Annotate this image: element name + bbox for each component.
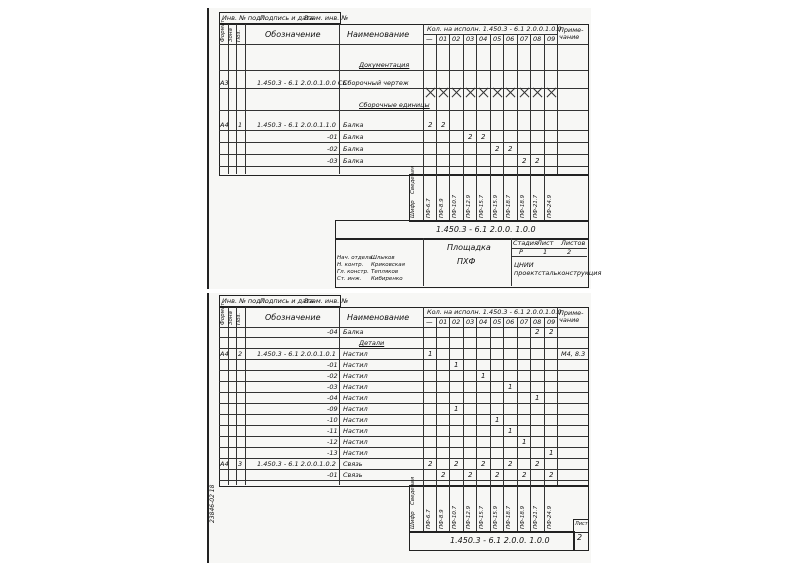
qty-cell: 2 (522, 471, 527, 479)
row-name: Балка (343, 133, 364, 141)
variant-header: 04 (479, 35, 488, 43)
qty-cell: 2 (428, 460, 433, 468)
weight-label: Сведения (410, 165, 416, 194)
row-format: А4 (220, 460, 229, 468)
qty-cell: 2 (549, 328, 554, 336)
stamp-inv: Инв. № подл. (222, 297, 267, 305)
variant-header: 09 (547, 35, 556, 43)
variant-header: 08 (533, 318, 542, 326)
qty-cell: 2 (468, 133, 473, 141)
qty-cell: 1 (495, 416, 500, 424)
row-name: Балка (343, 157, 364, 165)
qty-cell: 1 (481, 372, 486, 380)
row-name: Настил (343, 361, 368, 369)
specification-sheet-1 (207, 8, 602, 289)
qty-cell: 2 (428, 121, 433, 129)
col-note-header: Приме-чание (559, 309, 584, 324)
sheet-title: Площадка (447, 243, 491, 252)
sheets-value: 2 (567, 248, 572, 256)
variant-header: 08 (533, 35, 542, 43)
variant-header: 09 (547, 318, 556, 326)
col-zone-header: Зона (228, 28, 234, 42)
row-position: 1 (238, 121, 243, 129)
stage-value: Р (519, 248, 523, 256)
row-designation: -03 (327, 157, 338, 165)
org-name: ЦНИИ проектстальконструкция (514, 261, 602, 277)
signer-role: Нач. отдела (337, 255, 372, 261)
signer-role: Гл. констр. (337, 269, 369, 275)
variant-code: ПФ-15.9 (493, 505, 499, 529)
row-name: Настил (343, 372, 368, 380)
row-name: Сборочные единицы (359, 101, 430, 109)
sheet-label: Лист (537, 239, 554, 247)
qty-cell: 2 (495, 471, 500, 479)
qty-cell: 2 (535, 157, 540, 165)
row-designation: -13 (327, 449, 338, 457)
variant-header: — (426, 318, 433, 326)
row-designation: -04 (327, 394, 338, 402)
row-designation: -01 (327, 133, 338, 141)
variant-code: ПФ-10.7 (452, 194, 458, 218)
top-stamp (219, 295, 349, 307)
variant-code: ПФ-24.9 (547, 505, 553, 529)
sheet-value: 1 (543, 248, 548, 256)
variant-header: 02 (452, 35, 461, 43)
variant-header: 07 (520, 318, 529, 326)
row-name: Балка (343, 121, 364, 129)
row-name: Настил (343, 449, 368, 457)
col-zone-header: Зона (228, 311, 234, 325)
sheet-title-2: ПХФ (457, 257, 476, 266)
stamp-replace: Взам. инв. № (304, 14, 349, 22)
row-name: Документация (359, 61, 410, 69)
variant-code: ПФ-12.9 (466, 505, 472, 529)
row-name: Связь (343, 460, 363, 468)
row-name: Связь (343, 471, 363, 479)
qty-caption: Кол. на исполн. 1.450.3 - 6.1 2.0.0.1.0.0 (427, 25, 562, 33)
col-format-header: Формат (220, 19, 226, 42)
row-designation: 1.450.3 - 6.1 2.0.0.1.0.2 (257, 460, 336, 468)
weight-label: Сведения (410, 476, 416, 505)
sheet-number-box (573, 519, 589, 551)
signer-name: Криковская (371, 262, 405, 268)
variant-code: ПФ-24.9 (547, 194, 553, 218)
variant-code: ПФ-10.7 (452, 505, 458, 529)
variant-header: 02 (452, 318, 461, 326)
col-designation-header: Обозначение (265, 313, 321, 322)
col-designation-header: Обозначение (265, 30, 321, 39)
qty-cell: 1 (454, 405, 459, 413)
row-designation: -01 (327, 361, 338, 369)
row-format: А4 (220, 121, 229, 129)
stamp-sign: Подпись и дата (260, 297, 314, 305)
stage-label: Стадия (513, 239, 538, 247)
variant-code: ПФ-21.7 (533, 505, 539, 529)
variant-header: 05 (493, 35, 502, 43)
variant-header: 01 (439, 318, 448, 326)
stamp-replace: Взам. инв. № (304, 297, 349, 305)
stamp-inv: Инв. № подл. (222, 14, 267, 22)
qty-cell: 2 (508, 460, 513, 468)
row-note: М4, 8.3 (561, 350, 586, 358)
top-stamp (219, 12, 349, 24)
variant-code: ПФ-18.7 (506, 194, 512, 218)
variant-code: ПФ-15.7 (479, 505, 485, 529)
variant-code: ПФ-6.7 (426, 198, 432, 218)
row-name: Настил (343, 416, 368, 424)
variant-code: ПФ-18.7 (506, 505, 512, 529)
row-name: Сборочный чертеж (343, 79, 409, 87)
variant-header: 06 (506, 318, 515, 326)
col-name-header: Наименование (347, 30, 410, 39)
variant-header: 03 (466, 35, 475, 43)
variant-header: 01 (439, 35, 448, 43)
row-designation: -12 (327, 438, 338, 446)
row-designation: -02 (327, 372, 338, 380)
qty-cell: 2 (535, 328, 540, 336)
col-name-header: Наименование (347, 313, 410, 322)
variant-header: 05 (493, 318, 502, 326)
row-designation: 1.450.3 - 6.1 2.0.0.1.0.1 (257, 350, 336, 358)
row-designation: -11 (327, 427, 338, 435)
qty-cell: 1 (508, 427, 513, 435)
drawing-number: 1.450.3 - 6.1 2.0.0. 1.0.0 (436, 225, 536, 234)
archive-number: 23846-02 18 (209, 484, 216, 523)
row-name: Настил (343, 438, 368, 446)
signer-name: Тепляков (371, 269, 399, 275)
drawing-number-box (335, 220, 589, 240)
signer-name: Шлыков (371, 255, 395, 261)
qty-cell: 2 (441, 121, 446, 129)
qty-cell: 1 (428, 350, 433, 358)
row-format: А4 (220, 350, 229, 358)
qty-cell: 2 (522, 157, 527, 165)
row-designation: -04 (327, 328, 338, 336)
qty-cell: 1 (549, 449, 554, 457)
variant-code: ПФ-21.7 (533, 194, 539, 218)
variant-code: ПФ-18.9 (520, 505, 526, 529)
qty-cell: 2 (468, 471, 473, 479)
variant-code: ПФ-8.9 (439, 198, 445, 218)
row-name: Балка (343, 328, 364, 336)
qty-caption: Кол. на исполн. 1.450.3 - 6.1 2.0.0.1.0.0 (427, 308, 562, 316)
signer-name: Кибиренко (371, 276, 403, 282)
variant-code: ПФ-12.9 (466, 194, 472, 218)
row-position: 3 (238, 460, 243, 468)
row-position: 2 (238, 350, 243, 358)
code-label: Шифр (410, 511, 416, 529)
row-name: Балка (343, 145, 364, 153)
variant-header: 07 (520, 35, 529, 43)
row-designation: -03 (327, 383, 338, 391)
sheet-number: 2 (577, 533, 583, 542)
qty-cell: 2 (549, 471, 554, 479)
row-designation: -10 (327, 416, 338, 424)
variant-code: ПФ-18.9 (520, 194, 526, 218)
drawing-number-box (409, 531, 575, 551)
col-pos-header: Поз. (236, 312, 242, 325)
row-name: Настил (343, 383, 368, 391)
row-designation: 1.450.3 - 6.1 2.0.0.1.0.0 СБ (257, 79, 347, 87)
row-name: Детали (359, 339, 385, 347)
row-format: А3 (220, 79, 229, 87)
qty-cell: 1 (535, 394, 540, 402)
variant-code: ПФ-6.7 (426, 509, 432, 529)
qty-cell: 2 (441, 471, 446, 479)
row-designation: -02 (327, 145, 338, 153)
variant-code: ПФ-8.9 (439, 509, 445, 529)
row-designation: -09 (327, 405, 338, 413)
signer-role: Н. контр. (337, 262, 364, 268)
signer-role: Ст. инж. (337, 276, 362, 282)
code-label: Шифр (410, 200, 416, 218)
variant-code: ПФ-15.9 (493, 194, 499, 218)
drawing-number: 1.450.3 - 6.1 2.0.0. 1.0.0 (450, 536, 550, 545)
qty-cell: 2 (495, 145, 500, 153)
row-designation: -01 (327, 471, 338, 479)
specification-sheet-2 (207, 293, 591, 563)
row-name: Настил (343, 350, 368, 358)
qty-cell: 2 (481, 133, 486, 141)
qty-cell: 2 (508, 145, 513, 153)
col-pos-header: Поз. (236, 29, 242, 42)
variant-header: — (426, 35, 433, 43)
qty-cell: 1 (508, 383, 513, 391)
col-format-header: Формат (220, 302, 226, 325)
qty-cell: 2 (535, 460, 540, 468)
variant-code: ПФ-15.7 (479, 194, 485, 218)
qty-cell: 1 (522, 438, 527, 446)
sheets-label: Листов (561, 239, 586, 247)
row-name: Настил (343, 405, 368, 413)
sheet-label: Лист (575, 521, 588, 527)
qty-cell: 1 (454, 361, 459, 369)
qty-cell: 2 (454, 460, 459, 468)
qty-cell: 2 (481, 460, 486, 468)
variant-header: 06 (506, 35, 515, 43)
variant-header: 04 (479, 318, 488, 326)
col-note-header: Приме-чание (559, 26, 584, 41)
variant-header: 03 (466, 318, 475, 326)
row-name: Настил (343, 394, 368, 402)
stamp-sign: Подпись и дата (260, 14, 314, 22)
row-designation: 1.450.3 - 6.1 2.0.0.1.1.0 (257, 121, 336, 129)
row-name: Настил (343, 427, 368, 435)
